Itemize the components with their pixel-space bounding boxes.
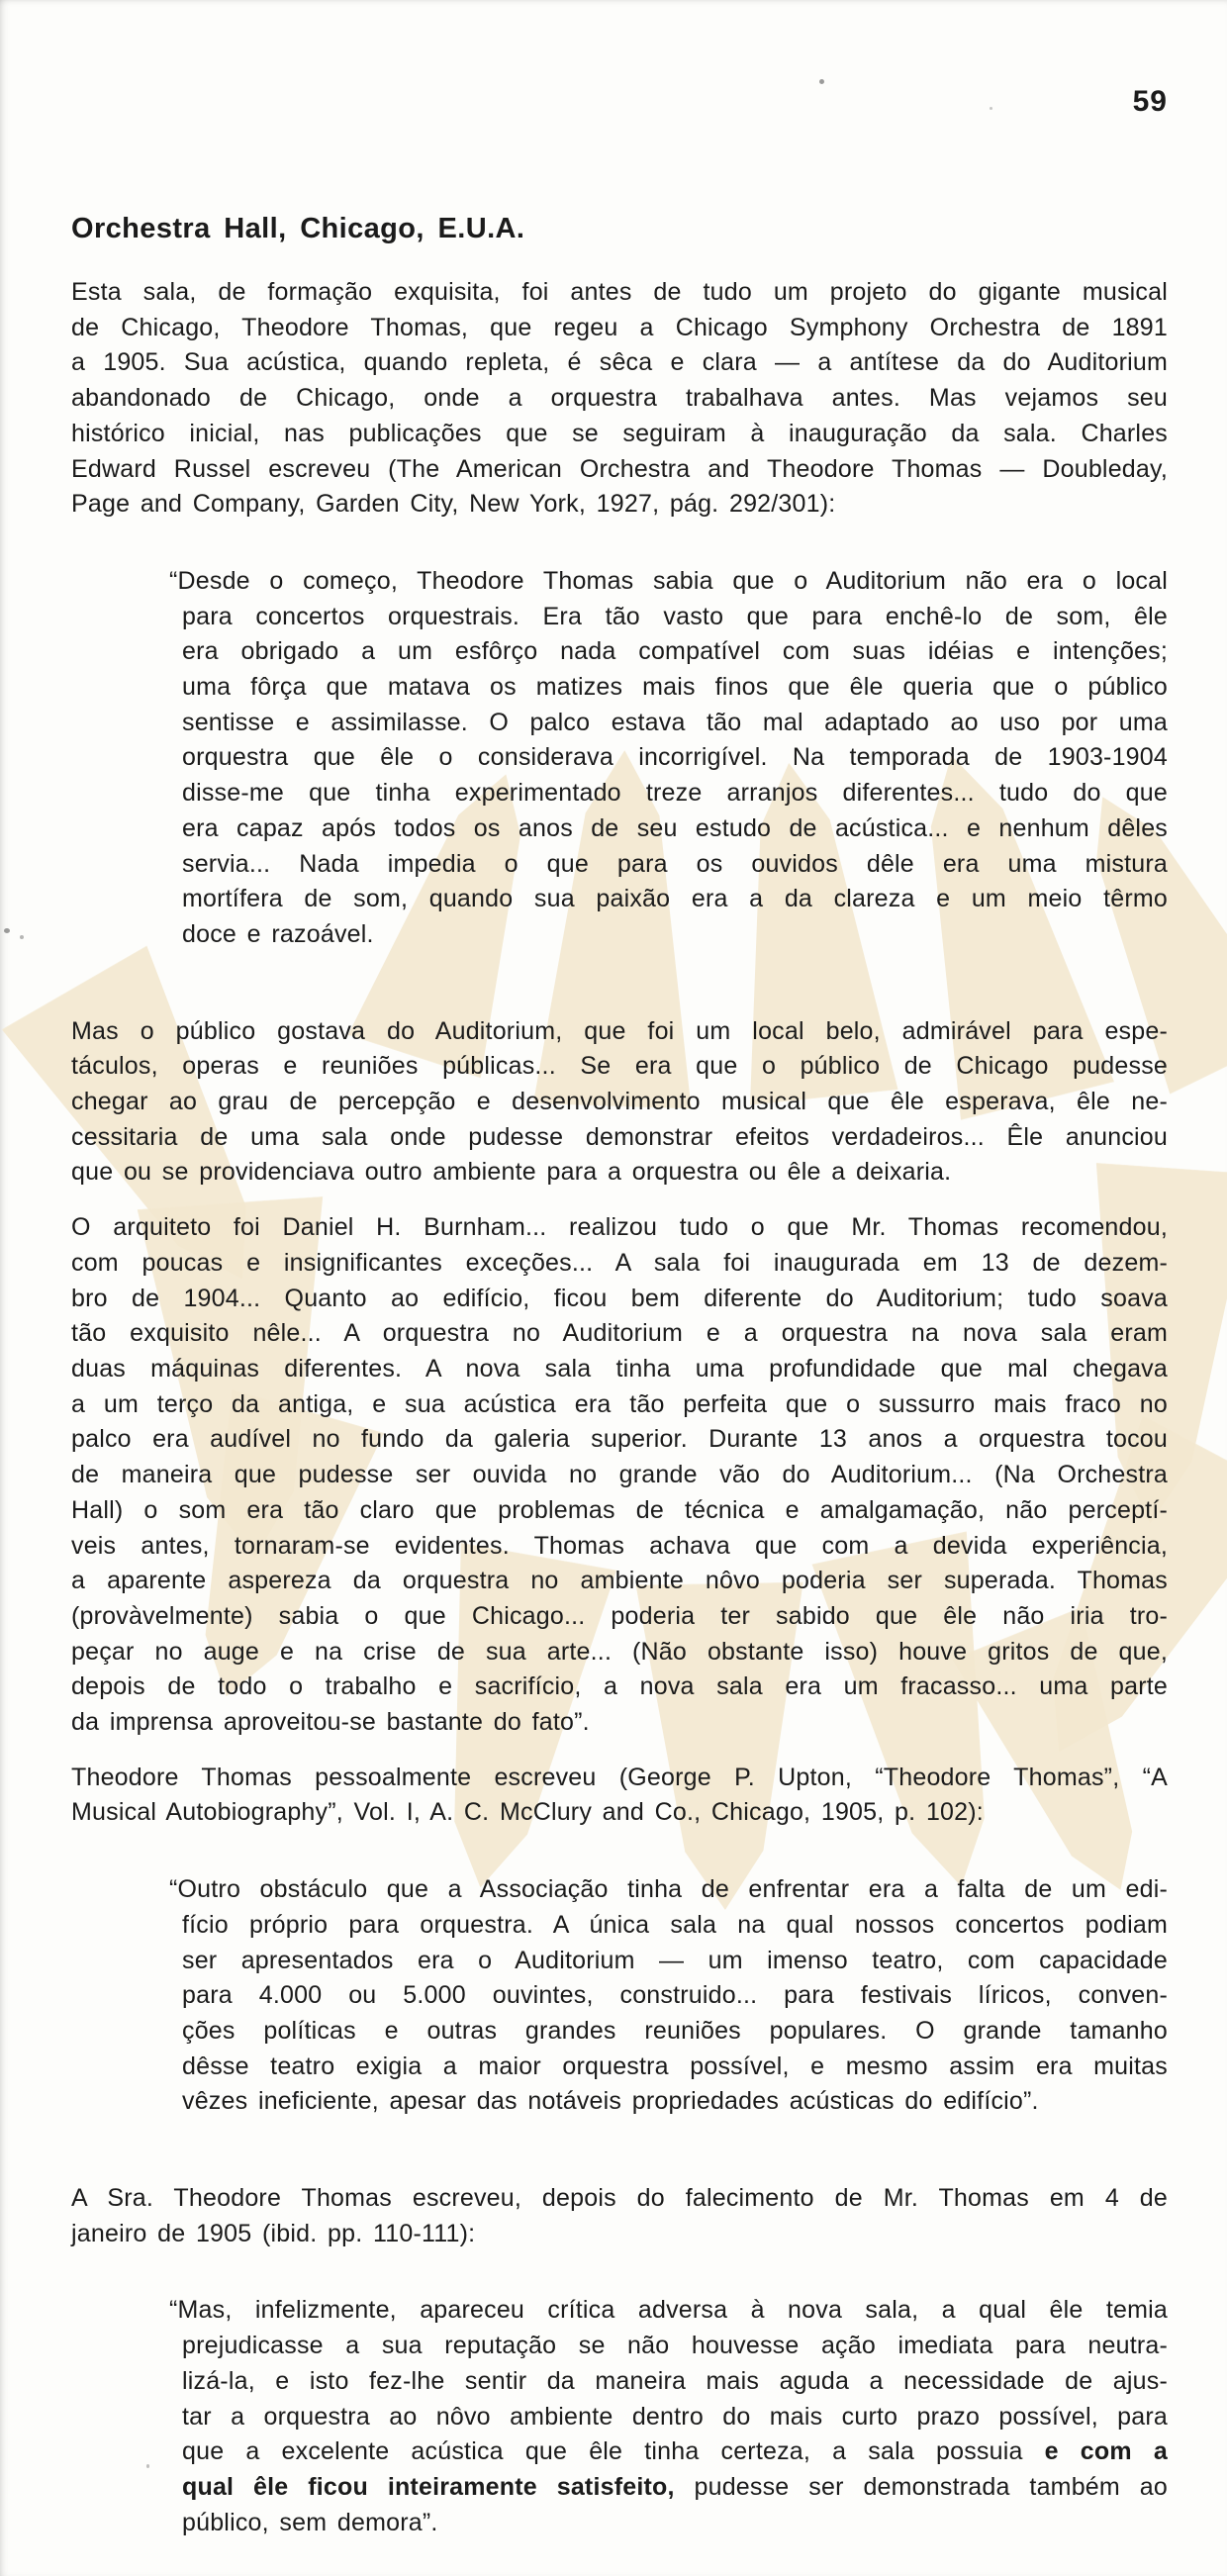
text-line: ções políticas e outras grandes reuniões populares. O grande tamanho [182,2016,1168,2045]
text-line: a um terço da antiga, e sua acústica era tão perfeita que o sussurro mais fraco no [71,1389,1168,1418]
text-line: chegar ao grau de percepção e desenvolvimento musical que êle esperava, êle ne- [71,1088,1168,1116]
text-line: tar a orquestra ao nôvo ambiente dentro do mais curto prazo possível, para [182,2402,1168,2431]
text-line: Hall) o som era tão claro que problemas de técnica e amalgamação, não perceptí- [71,1495,1168,1524]
text-line: “Mas, infelizmente, apareceu crítica adversa à nova sala, a qual êle temia [169,2296,1168,2325]
text-line: histórico inicial, nas publicações que se seguiram à inauguração da sala. Charles [71,419,1168,447]
text-line: de Chicago, Theodore Thomas, que regeu a Chicago Symphony Orchestra de 1891 [71,313,1168,341]
text-line: palco era audível no fundo da galeria superior. Durante 13 anos a orquestra tocou [71,1425,1168,1454]
text-line: sentisse e assimilasse. O palco estava tão mal adaptado ao uso por uma [182,708,1168,736]
paragraph [71,1014,1168,1192]
text-line: tão exquisito nêle... A orquestra no Auditorium e a orquestra na nova sala eram [71,1319,1168,1348]
text-line: abandonado de Chicago, onde a orquestra trabalhava antes. Mas vejamos seu [71,384,1168,413]
section-heading: Orchestra Hall, Chicago, E.U.A. [71,213,525,244]
text-line: fício próprio para orquestra. A única sala na qual nossos concertos podiam [182,1910,1168,1939]
text-line: uma fôrça que matava os matizes mais finos que êle queria que o público [182,673,1168,702]
text-line: Esta sala, de formação exquisita, foi antes de tudo um projeto do gigante musical [71,278,1168,306]
text-line: Page and Company, Garden City, New York, 1927, pág. 292/301): [71,490,836,519]
text-line: “Desde o começo, Theodore Thomas sabia que o Auditorium não era o local [169,566,1168,595]
text-line: depois de todo o trabalho e sacrifício, a nova sala era um fracasso... uma parte [71,1672,1168,1701]
text-line: peçar no auge e na crise de sua arte... (Não obstante isso) houve gritos de que, [71,1637,1168,1666]
text-line: Theodore Thomas pessoalmente escreveu (George P. Upton, “Theodore Thomas”, “A [71,1763,1168,1791]
text-line: janeiro de 1905 (ibid. pp. 110-111): [71,2219,476,2247]
text-line: O arquiteto foi Daniel H. Burnham... realizou tudo o que Mr. Thomas recomendou, [71,1213,1168,1242]
text-line: orquestra que êle o considerava incorrigível. Na temporada de 1903-1904 [182,743,1168,772]
paragraph [71,275,1168,523]
text-line: qual êle ficou inteiramente satisfeito, pudesse ser demonstrada também ao [182,2472,1168,2501]
page-number: 59 [1132,85,1168,118]
text-line: que a excelente acústica que êle tinha certeza, a sala possuia e com a [182,2437,1168,2466]
quotation-block [169,564,1168,953]
text-line: público, sem demora”. [182,2508,438,2536]
text-blocks [71,275,1168,2540]
text-line: a 1905. Sua acústica, quando repleta, é sêca e clara — a antítese da do Auditorium [71,348,1168,377]
text-line: vêzes ineficiente, apesar das notáveis propriedades acústicas do edifício”. [182,2087,1039,2116]
text-line: ser apresentados era o Auditorium — um imenso teatro, com capacidade [182,1946,1168,1974]
text-line: táculos, operas e reuniões públicas... Se era que o público de Chicago pudesse [71,1052,1168,1081]
text-line: bro de 1904... Quanto ao edifício, ficou bem diferente do Auditorium; tudo soava [71,1284,1168,1312]
text-line: mortífera de som, quando sua paixão era a da clareza e um meio têrmo [182,885,1168,913]
text-line: da imprensa aproveitou-se bastante do fato”. [71,1708,590,1737]
text-line: para 4.000 ou 5.000 ouvintes, construido... para festivais líricos, conven- [182,1981,1168,2010]
text-line: Musical Autobiography”, Vol. I, A. C. McClury and Co., Chicago, 1905, p. 102): [71,1798,984,1827]
text-line: com poucas e insignificantes exceções... A sala foi inaugurada em 13 de dezem- [71,1248,1168,1277]
text-line: prejudicasse a sua reputação se não houvesse ação imediata para neutra- [182,2332,1168,2360]
text-line: a aparente aspereza da orquestra no ambiente nôvo poderia ser superada. Thomas [71,1567,1168,1595]
text-line: A Sra. Theodore Thomas escreveu, depois do falecimento de Mr. Thomas em 4 de [71,2184,1168,2213]
text-line: duas máquinas diferentes. A nova sala tinha uma profundidade que mal chegava [71,1354,1168,1383]
quotation-block [169,1872,1168,2120]
text-line: veis antes, tornaram-se evidentes. Thomas achava que com a devida experiência, [71,1531,1168,1560]
text-line: que ou se providenciava outro ambiente para a orquestra ou êle a deixaria. [71,1158,952,1187]
text-line: cessitaria de uma sala onde pudesse demonstrar efeitos verdadeiros... Êle anunciou [71,1122,1168,1151]
paragraph [71,1210,1168,1741]
text-line: Edward Russel escreveu (The American Orchestra and Theodore Thomas — Doubleday, [71,454,1168,483]
text-line: servia... Nada impedia o que para os ouvidos dêle era uma mistura [182,849,1168,878]
text-line: (provàvelmente) sabia o que Chicago... poderia ter sabido que êle não iria tro- [71,1601,1168,1630]
text-line: de maneira que pudesse ser ouvida no grande vão do Auditorium... (Na Orchestra [71,1461,1168,1489]
paragraph [71,2181,1168,2251]
paragraph [71,1761,1168,1831]
text-line: era obrigado a um esfôrço nada compatível com suas idéias e intenções; [182,637,1168,666]
text-line: “Outro obstáculo que a Associação tinha de enfrentar era a falta de um edi- [169,1875,1168,1904]
text-line: doce e razoável. [182,919,374,948]
text-line: dêsse teatro exigia a maior orquestra possível, e mesmo assim era muitas [182,2051,1168,2080]
text-line: Mas o público gostava do Auditorium, que foi um local belo, admirável para espe- [71,1016,1168,1045]
text-line: era capaz após todos os anos de seu estudo de acústica... e nenhum dêles [182,813,1168,842]
quotation-block [169,2293,1168,2540]
text-line: para concertos orquestrais. Era tão vasto que para enchê-lo de som, êle [182,602,1168,630]
text-line: lizá-la, e isto fez-lhe sentir da maneira mais aguda a necessidade de ajus- [182,2366,1168,2395]
text-line: disse-me que tinha experimentado treze arranjos diferentes... tudo do que [182,779,1168,808]
